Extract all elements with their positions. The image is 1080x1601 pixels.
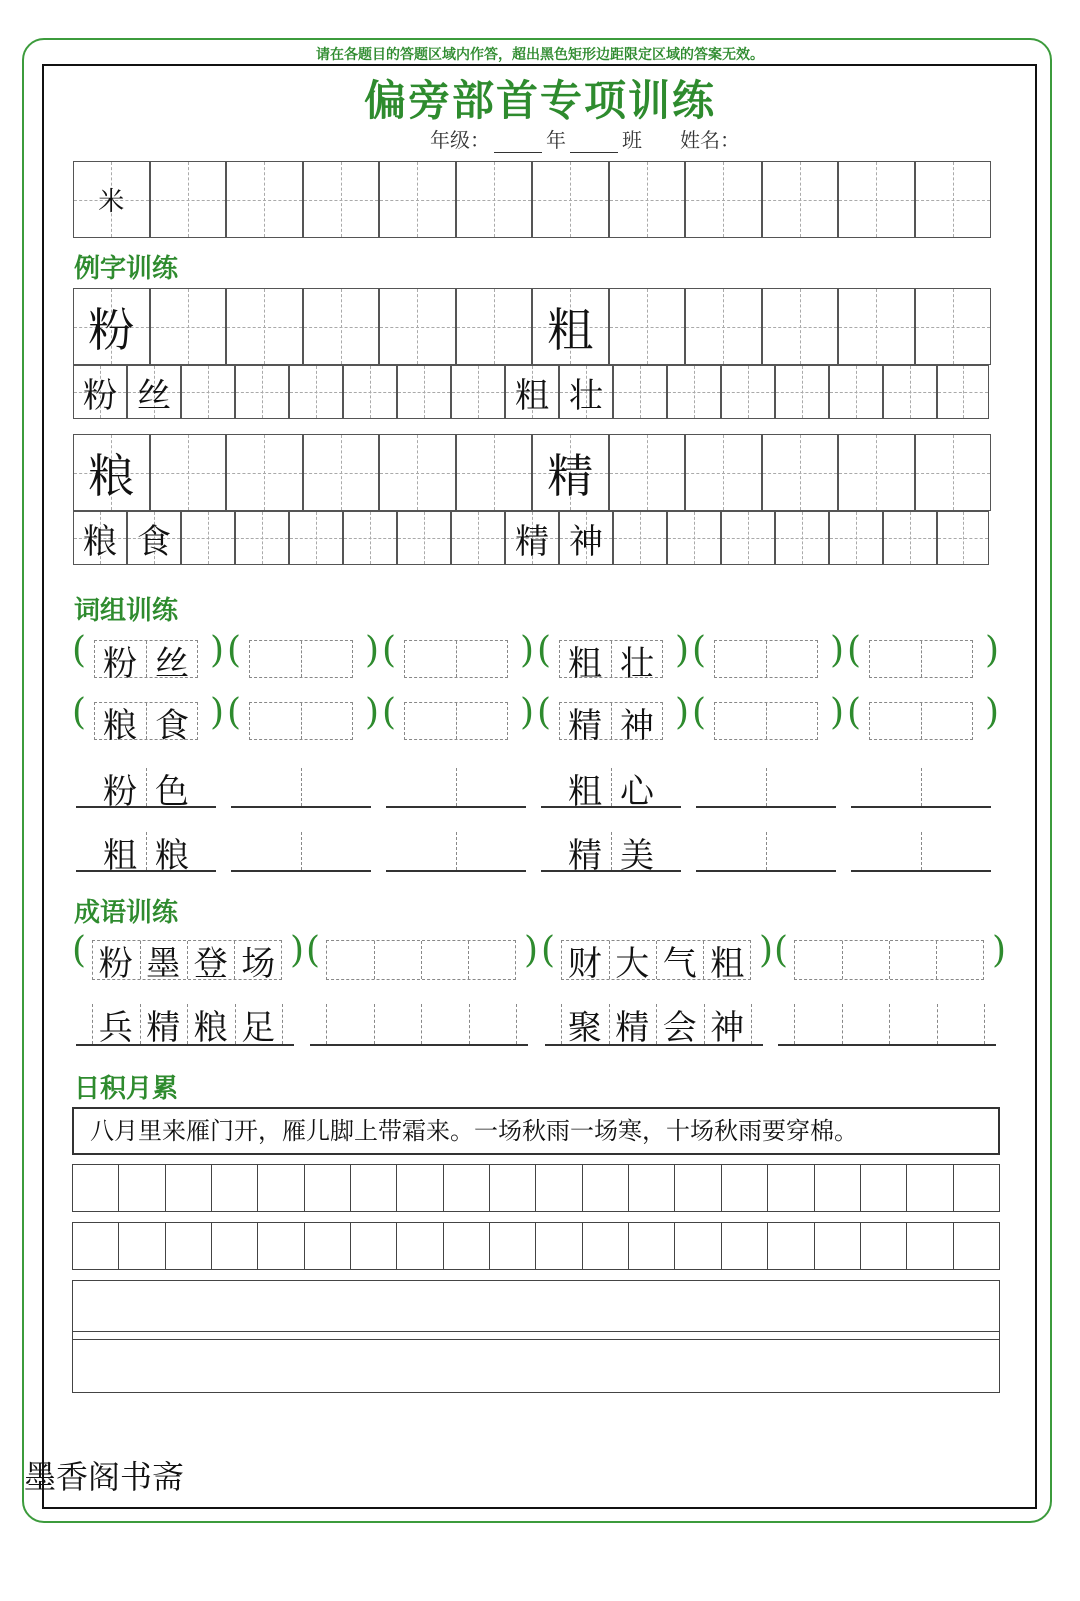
- word-char: 粉: [103, 644, 137, 684]
- copy-cell[interactable]: [861, 1223, 907, 1269]
- copy-cell[interactable]: [490, 1223, 536, 1269]
- idiom-char: 登: [193, 944, 228, 984]
- copy-cell[interactable]: [305, 1165, 351, 1211]
- blank-idiom-box[interactable]: [326, 1004, 516, 1044]
- example-word-practice-cell[interactable]: [775, 365, 829, 419]
- word-text: [559, 764, 663, 813]
- example-word-practice-cell[interactable]: [289, 511, 343, 565]
- copy-cell[interactable]: [212, 1165, 258, 1211]
- right-paren: ): [830, 630, 845, 671]
- radical-practice-cell[interactable]: [762, 161, 839, 238]
- copy-cell[interactable]: [444, 1223, 490, 1269]
- copy-cell[interactable]: [536, 1223, 582, 1269]
- example-word-cell: [505, 511, 559, 565]
- left-paren: (: [774, 930, 789, 971]
- idiom-char: 气: [662, 944, 697, 984]
- copy-cell[interactable]: [444, 1165, 490, 1211]
- word-text: [94, 698, 198, 747]
- example-practice-cell[interactable]: [915, 434, 992, 511]
- radical-practice-cell[interactable]: [915, 161, 992, 238]
- right-paren: ): [985, 692, 1000, 733]
- blank-word-box[interactable]: [714, 702, 818, 740]
- copy-cell[interactable]: [351, 1223, 397, 1269]
- poem-text: 八月里来雁门开，雁儿脚上带霜来。一场秋雨一场寒，十场秋雨要穿棉。: [72, 1107, 1000, 1155]
- name-label: 姓名：: [680, 128, 740, 152]
- cell-char: 粉: [83, 375, 117, 416]
- answer-underline: [778, 1044, 996, 1046]
- copy-cell[interactable]: [490, 1165, 536, 1211]
- page-title: 偏旁部首专项训练: [363, 76, 716, 125]
- example-word-practice-cell[interactable]: [181, 365, 235, 419]
- copy-cell[interactable]: [73, 1165, 119, 1211]
- word-char: 壮: [620, 644, 654, 684]
- class-label: 班: [622, 128, 642, 152]
- example-word-practice-cell[interactable]: [829, 365, 883, 419]
- radical-practice-cell[interactable]: [379, 161, 456, 238]
- left-paren: (: [227, 630, 242, 671]
- blank-word-box[interactable]: [869, 832, 973, 870]
- example-word-practice-cell[interactable]: [613, 511, 667, 565]
- example-word-practice-cell[interactable]: [181, 511, 235, 565]
- example-practice-cell[interactable]: [685, 288, 762, 365]
- example-word-practice-cell[interactable]: [721, 365, 775, 419]
- right-paren: ): [992, 930, 1007, 971]
- copy-cell[interactable]: [397, 1223, 443, 1269]
- idiom-char: 粮: [193, 1008, 228, 1048]
- example-char-cell: [532, 288, 609, 365]
- word-char: 粗: [568, 644, 602, 684]
- example-word-practice-cell[interactable]: [397, 511, 451, 565]
- blank-idiom-box[interactable]: [794, 1004, 984, 1044]
- idiom-char: 足: [241, 1008, 276, 1048]
- idiom-char: 精: [146, 1008, 181, 1048]
- example-word-practice-cell[interactable]: [667, 365, 721, 419]
- word-char: 色: [155, 772, 189, 812]
- example-practice-cell[interactable]: [685, 434, 762, 511]
- example-practice-cell[interactable]: [838, 288, 915, 365]
- example-practice-cell[interactable]: [456, 288, 533, 365]
- word-char: 心: [620, 772, 654, 812]
- right-paren: ): [759, 930, 774, 971]
- right-paren: ): [365, 692, 380, 733]
- example-practice-cell[interactable]: [838, 434, 915, 511]
- idiom-text: [561, 936, 751, 985]
- idiom-char: 墨: [146, 944, 181, 984]
- cell-char: 精: [515, 521, 549, 562]
- answer-underline: [851, 870, 991, 872]
- example-word-cell: [127, 511, 181, 565]
- left-paren: (: [537, 630, 552, 671]
- copy-cell[interactable]: [258, 1223, 304, 1269]
- blank-idiom-box[interactable]: [794, 940, 984, 980]
- copy-cell[interactable]: [629, 1165, 675, 1211]
- radical-practice-cell[interactable]: [609, 161, 686, 238]
- left-paren: (: [72, 630, 87, 671]
- idiom-char: 大: [615, 944, 650, 984]
- example-practice-cell[interactable]: [226, 288, 303, 365]
- example-word-practice-cell[interactable]: [343, 365, 397, 419]
- copy-cell[interactable]: [166, 1223, 212, 1269]
- right-paren: ): [830, 692, 845, 733]
- copy-cell[interactable]: [119, 1165, 165, 1211]
- left-paren: (: [72, 692, 87, 733]
- blank-word-box[interactable]: [249, 768, 353, 806]
- left-paren: (: [847, 630, 862, 671]
- example-word-practice-cell[interactable]: [397, 365, 451, 419]
- blank-idiom-box[interactable]: [326, 940, 516, 980]
- word-char: 神: [620, 706, 654, 746]
- cell-char: 粉: [88, 302, 135, 357]
- right-paren: ): [365, 630, 380, 671]
- copy-grid-row-1[interactable]: [72, 1164, 1000, 1212]
- radical-practice-cell[interactable]: [838, 161, 915, 238]
- right-paren: ): [290, 930, 305, 971]
- word-char: 粗: [103, 836, 137, 876]
- radical-practice-cell[interactable]: [532, 161, 609, 238]
- blank-word-box[interactable]: [869, 640, 973, 678]
- word-char: 丝: [155, 644, 189, 684]
- watermark-text: 墨香阁书斋: [24, 1458, 185, 1496]
- right-paren: ): [675, 692, 690, 733]
- example-word-practice-cell[interactable]: [289, 365, 343, 419]
- word-char: 精: [568, 836, 602, 876]
- cell-char: 粗: [547, 302, 594, 357]
- example-char-cell: [73, 434, 150, 511]
- blank-word-box[interactable]: [249, 832, 353, 870]
- example-word-practice-cell[interactable]: [775, 511, 829, 565]
- copy-cell[interactable]: [397, 1165, 443, 1211]
- word-text: [94, 764, 198, 813]
- copy-cell[interactable]: [768, 1165, 814, 1211]
- grade-blank[interactable]: [494, 132, 542, 153]
- cell-char: 粮: [83, 521, 117, 562]
- right-paren: ): [520, 692, 535, 733]
- copy-cell[interactable]: [258, 1165, 304, 1211]
- answer-underline: [386, 870, 526, 872]
- example-practice-cell[interactable]: [762, 434, 839, 511]
- idiom-char: 聚: [567, 1008, 602, 1048]
- example-practice-cell[interactable]: [609, 288, 686, 365]
- example-word-practice-cell[interactable]: [883, 365, 937, 419]
- blank-word-box[interactable]: [714, 640, 818, 678]
- cell-char: 壮: [569, 375, 603, 416]
- word-text: [559, 636, 663, 685]
- copy-cell[interactable]: [768, 1223, 814, 1269]
- section-words-title: 词组训练: [74, 596, 179, 626]
- idiom-char: 粉: [98, 944, 133, 984]
- example-practice-cell[interactable]: [609, 434, 686, 511]
- example-practice-cell[interactable]: [303, 288, 380, 365]
- copy-cell[interactable]: [861, 1165, 907, 1211]
- word-char: 食: [155, 706, 189, 746]
- example-word-practice-cell[interactable]: [937, 511, 989, 565]
- blank-word-box[interactable]: [404, 768, 508, 806]
- cell-char: 神: [569, 521, 603, 562]
- example-word-practice-cell[interactable]: [235, 511, 289, 565]
- idiom-char: 粗: [710, 944, 745, 984]
- example-word-practice-cell[interactable]: [343, 511, 397, 565]
- left-paren: (: [541, 930, 556, 971]
- radical-practice-cell[interactable]: [685, 161, 762, 238]
- section-example-title: 例字训练: [74, 254, 179, 284]
- idiom-char: 财: [567, 944, 602, 984]
- copy-cell[interactable]: [305, 1223, 351, 1269]
- copy-cell[interactable]: [954, 1223, 999, 1269]
- blank-word-box[interactable]: [249, 702, 353, 740]
- left-paren: (: [227, 692, 242, 733]
- right-paren: ): [524, 930, 539, 971]
- blank-word-box[interactable]: [714, 832, 818, 870]
- word-char: 精: [568, 706, 602, 746]
- idiom-char: 神: [710, 1008, 745, 1048]
- copy-grid-row-2[interactable]: [72, 1222, 1000, 1270]
- idiom-text: [561, 1000, 751, 1049]
- word-text: [559, 698, 663, 747]
- word-char: 粮: [155, 836, 189, 876]
- copy-cell[interactable]: [73, 1223, 119, 1269]
- copy-cell[interactable]: [212, 1223, 258, 1269]
- word-text: [94, 636, 198, 685]
- left-paren: (: [847, 692, 862, 733]
- answer-underline: [231, 870, 371, 872]
- example-practice-cell[interactable]: [379, 288, 456, 365]
- copy-cell[interactable]: [583, 1223, 629, 1269]
- copy-cell[interactable]: [351, 1165, 397, 1211]
- copy-cell[interactable]: [954, 1165, 999, 1211]
- example-practice-cell[interactable]: [456, 434, 533, 511]
- radical-cell: [73, 161, 150, 238]
- copy-cell[interactable]: [815, 1223, 861, 1269]
- blank-word-box[interactable]: [869, 702, 973, 740]
- example-word-cell: [505, 365, 559, 419]
- right-paren: ): [675, 630, 690, 671]
- right-paren: ): [210, 630, 225, 671]
- word-text: [559, 828, 663, 877]
- example-char-cell: [73, 288, 150, 365]
- blank-word-box[interactable]: [404, 702, 508, 740]
- copy-cell[interactable]: [629, 1223, 675, 1269]
- copy-cell[interactable]: [815, 1165, 861, 1211]
- idiom-char: 精: [615, 1008, 650, 1048]
- example-practice-cell[interactable]: [915, 288, 992, 365]
- cell-char: 粗: [515, 375, 549, 416]
- writing-lines-box[interactable]: [72, 1280, 1000, 1393]
- answer-underline: [386, 806, 526, 808]
- idiom-char: 会: [662, 1008, 697, 1048]
- example-word-practice-cell[interactable]: [721, 511, 775, 565]
- idiom-char: 场: [241, 944, 276, 984]
- section-idioms-title: 成语训练: [74, 898, 179, 928]
- example-word-practice-cell[interactable]: [883, 511, 937, 565]
- example-word-cell: [73, 511, 127, 565]
- copy-cell[interactable]: [722, 1223, 768, 1269]
- example-practice-cell[interactable]: [762, 288, 839, 365]
- example-word-cell: [559, 511, 613, 565]
- left-paren: (: [537, 692, 552, 733]
- idiom-text: [92, 936, 282, 985]
- left-paren: (: [306, 930, 321, 971]
- example-practice-cell[interactable]: [150, 434, 227, 511]
- copy-cell[interactable]: [907, 1165, 953, 1211]
- word-char: 粉: [103, 772, 137, 812]
- example-practice-cell[interactable]: [303, 434, 380, 511]
- blank-word-box[interactable]: [714, 768, 818, 806]
- copy-cell[interactable]: [907, 1223, 953, 1269]
- word-char: 粗: [568, 772, 602, 812]
- blank-word-box[interactable]: [869, 768, 973, 806]
- example-practice-cell[interactable]: [226, 434, 303, 511]
- copy-cell[interactable]: [166, 1165, 212, 1211]
- writing-line: [73, 1339, 999, 1340]
- example-word-practice-cell[interactable]: [235, 365, 289, 419]
- answer-underline: [696, 870, 836, 872]
- copy-cell[interactable]: [722, 1165, 768, 1211]
- grade-label: 年级：: [430, 128, 490, 152]
- answer-underline: [310, 1044, 528, 1046]
- year-label: 年: [546, 128, 566, 152]
- example-word-practice-cell[interactable]: [829, 511, 883, 565]
- example-word-practice-cell[interactable]: [451, 365, 505, 419]
- example-word-practice-cell[interactable]: [667, 511, 721, 565]
- right-paren: ): [985, 630, 1000, 671]
- radical-practice-cell[interactable]: [226, 161, 303, 238]
- right-paren: ): [520, 630, 535, 671]
- blank-word-box[interactable]: [249, 640, 353, 678]
- left-paren: (: [382, 692, 397, 733]
- left-paren: (: [72, 930, 87, 971]
- cell-char: 米: [98, 187, 125, 217]
- section-daily-title: 日积月累: [74, 1074, 179, 1104]
- right-paren: ): [210, 692, 225, 733]
- example-practice-cell[interactable]: [150, 288, 227, 365]
- cell-char: 精: [547, 448, 594, 503]
- word-char: 美: [620, 836, 654, 876]
- example-word-cell: [559, 365, 613, 419]
- cell-char: 食: [137, 521, 171, 562]
- radical-practice-cell[interactable]: [303, 161, 380, 238]
- example-word-cell: [73, 365, 127, 419]
- idiom-text: [92, 1000, 282, 1049]
- idiom-char: 兵: [98, 1008, 133, 1048]
- notice-text: 请在各题目的答题区域内作答，超出黑色矩形边距限定区域的答案无效。: [316, 47, 764, 63]
- radical-practice-cell[interactable]: [456, 161, 533, 238]
- copy-cell[interactable]: [675, 1223, 721, 1269]
- cell-char: 粮: [88, 448, 135, 503]
- answer-underline: [231, 806, 371, 808]
- example-word-practice-cell[interactable]: [613, 365, 667, 419]
- blank-word-box[interactable]: [404, 832, 508, 870]
- left-paren: (: [382, 630, 397, 671]
- copy-cell[interactable]: [536, 1165, 582, 1211]
- example-word-practice-cell[interactable]: [451, 511, 505, 565]
- copy-cell[interactable]: [675, 1165, 721, 1211]
- answer-underline: [696, 806, 836, 808]
- radical-practice-cell[interactable]: [150, 161, 227, 238]
- class-blank[interactable]: [570, 132, 618, 153]
- left-paren: (: [692, 692, 707, 733]
- word-text: [94, 828, 198, 877]
- left-paren: (: [692, 630, 707, 671]
- example-word-cell: [127, 365, 181, 419]
- example-practice-cell[interactable]: [379, 434, 456, 511]
- cell-char: 丝: [137, 375, 171, 416]
- answer-underline: [851, 806, 991, 808]
- student-info: [430, 124, 740, 153]
- example-char-cell: [532, 434, 609, 511]
- blank-word-box[interactable]: [404, 640, 508, 678]
- word-char: 粮: [103, 706, 137, 746]
- copy-cell[interactable]: [583, 1165, 629, 1211]
- example-word-practice-cell[interactable]: [937, 365, 989, 419]
- copy-cell[interactable]: [119, 1223, 165, 1269]
- writing-line: [73, 1331, 999, 1332]
